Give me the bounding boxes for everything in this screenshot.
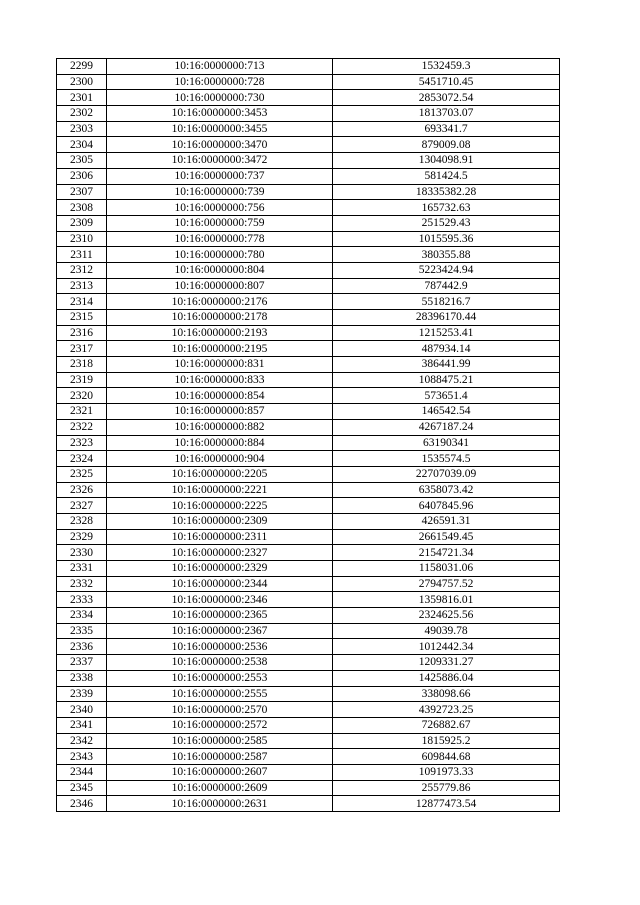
row-number-cell: 2299 (57, 59, 107, 75)
cadastral-number-cell: 10:16:0000000:3472 (107, 153, 333, 169)
table-row (57, 702, 560, 718)
table-row (57, 294, 560, 310)
cadastral-number-cell: 10:16:0000000:2536 (107, 639, 333, 655)
table-row (57, 608, 560, 624)
cadastral-number-cell: 10:16:0000000:2309 (107, 513, 333, 529)
value-cell: 693341.7 (333, 121, 560, 137)
table-row (57, 451, 560, 467)
cadastral-number-cell: 10:16:0000000:2607 (107, 764, 333, 780)
row-number-cell: 2305 (57, 153, 107, 169)
value-cell: 726882.67 (333, 717, 560, 733)
row-number-cell: 2300 (57, 74, 107, 90)
value-cell: 1215253.41 (333, 325, 560, 341)
value-cell: 338098.66 (333, 686, 560, 702)
row-number-cell: 2318 (57, 357, 107, 373)
cadastral-number-cell: 10:16:0000000:730 (107, 90, 333, 106)
table-row (57, 529, 560, 545)
value-cell: 1425886.04 (333, 670, 560, 686)
row-number-cell: 2345 (57, 780, 107, 796)
table-row (57, 168, 560, 184)
cadastral-number-cell: 10:16:0000000:2205 (107, 466, 333, 482)
table-row (57, 153, 560, 169)
row-number-cell: 2315 (57, 310, 107, 326)
row-number-cell: 2324 (57, 451, 107, 467)
table-row (57, 466, 560, 482)
row-number-cell: 2328 (57, 513, 107, 529)
value-cell: 1209331.27 (333, 655, 560, 671)
cadastral-number-cell: 10:16:0000000:2609 (107, 780, 333, 796)
cadastral-number-cell: 10:16:0000000:2555 (107, 686, 333, 702)
table-row (57, 545, 560, 561)
row-number-cell: 2337 (57, 655, 107, 671)
cadastral-number-cell: 10:16:0000000:2365 (107, 608, 333, 624)
table-row (57, 498, 560, 514)
row-number-cell: 2311 (57, 247, 107, 263)
cadastral-number-cell: 10:16:0000000:756 (107, 200, 333, 216)
cadastral-number-cell: 10:16:0000000:3453 (107, 106, 333, 122)
table-row (57, 482, 560, 498)
row-number-cell: 2325 (57, 466, 107, 482)
row-number-cell: 2319 (57, 372, 107, 388)
table-row (57, 74, 560, 90)
table-row (57, 561, 560, 577)
value-cell: 1012442.34 (333, 639, 560, 655)
value-cell: 1304098.91 (333, 153, 560, 169)
table-row (57, 262, 560, 278)
row-number-cell: 2306 (57, 168, 107, 184)
cadastral-number-cell: 10:16:0000000:759 (107, 215, 333, 231)
row-number-cell: 2321 (57, 404, 107, 420)
table-row (57, 670, 560, 686)
cadastral-number-cell: 10:16:0000000:804 (107, 262, 333, 278)
value-cell: 426591.31 (333, 513, 560, 529)
value-cell: 573651.4 (333, 388, 560, 404)
row-number-cell: 2304 (57, 137, 107, 153)
value-cell: 1091973.33 (333, 764, 560, 780)
cadastral-number-cell: 10:16:0000000:904 (107, 451, 333, 467)
value-cell: 12877473.54 (333, 796, 560, 812)
table-row (57, 121, 560, 137)
row-number-cell: 2342 (57, 733, 107, 749)
cadastral-number-cell: 10:16:0000000:3470 (107, 137, 333, 153)
row-number-cell: 2316 (57, 325, 107, 341)
value-cell: 386441.99 (333, 357, 560, 373)
cadastral-number-cell: 10:16:0000000:884 (107, 435, 333, 451)
value-cell: 1359816.01 (333, 592, 560, 608)
table-row (57, 278, 560, 294)
table-row (57, 325, 560, 341)
row-number-cell: 2332 (57, 576, 107, 592)
row-number-cell: 2329 (57, 529, 107, 545)
cadastral-number-cell: 10:16:0000000:728 (107, 74, 333, 90)
row-number-cell: 2323 (57, 435, 107, 451)
table-row (57, 655, 560, 671)
value-cell: 2324625.56 (333, 608, 560, 624)
table-row (57, 184, 560, 200)
table-row (57, 796, 560, 812)
row-number-cell: 2302 (57, 106, 107, 122)
row-number-cell: 2340 (57, 702, 107, 718)
value-cell: 1813703.07 (333, 106, 560, 122)
value-cell: 22707039.09 (333, 466, 560, 482)
value-cell: 5223424.94 (333, 262, 560, 278)
row-number-cell: 2330 (57, 545, 107, 561)
value-cell: 581424.5 (333, 168, 560, 184)
row-number-cell: 2331 (57, 561, 107, 577)
row-number-cell: 2341 (57, 717, 107, 733)
value-cell: 4267187.24 (333, 419, 560, 435)
cadastral-number-cell: 10:16:0000000:2587 (107, 749, 333, 765)
cadastral-number-cell: 10:16:0000000:833 (107, 372, 333, 388)
value-cell: 2154721.34 (333, 545, 560, 561)
cadastral-number-cell: 10:16:0000000:2631 (107, 796, 333, 812)
cadastral-number-cell: 10:16:0000000:2570 (107, 702, 333, 718)
cadastral-number-cell: 10:16:0000000:778 (107, 231, 333, 247)
table-row (57, 639, 560, 655)
row-number-cell: 2307 (57, 184, 107, 200)
table-row (57, 106, 560, 122)
cadastral-number-cell: 10:16:0000000:2329 (107, 561, 333, 577)
row-number-cell: 2339 (57, 686, 107, 702)
value-cell: 1535574.5 (333, 451, 560, 467)
value-cell: 787442.9 (333, 278, 560, 294)
table-row (57, 764, 560, 780)
table-row (57, 576, 560, 592)
cadastral-number-cell: 10:16:0000000:857 (107, 404, 333, 420)
row-number-cell: 2312 (57, 262, 107, 278)
value-cell: 49039.78 (333, 623, 560, 639)
table-row (57, 90, 560, 106)
value-cell: 4392723.25 (333, 702, 560, 718)
value-cell: 879009.08 (333, 137, 560, 153)
row-number-cell: 2313 (57, 278, 107, 294)
row-number-cell: 2336 (57, 639, 107, 655)
row-number-cell: 2334 (57, 608, 107, 624)
cadastral-number-cell: 10:16:0000000:737 (107, 168, 333, 184)
cadastral-number-cell: 10:16:0000000:2572 (107, 717, 333, 733)
cadastral-number-cell: 10:16:0000000:2367 (107, 623, 333, 639)
table-row (57, 749, 560, 765)
row-number-cell: 2322 (57, 419, 107, 435)
value-cell: 1815925.2 (333, 733, 560, 749)
cadastral-number-cell: 10:16:0000000:2553 (107, 670, 333, 686)
table-row (57, 341, 560, 357)
value-cell: 1532459.3 (333, 59, 560, 75)
row-number-cell: 2326 (57, 482, 107, 498)
row-number-cell: 2333 (57, 592, 107, 608)
cadastral-number-cell: 10:16:0000000:739 (107, 184, 333, 200)
cadastral-number-cell: 10:16:0000000:854 (107, 388, 333, 404)
cadastral-number-cell: 10:16:0000000:713 (107, 59, 333, 75)
value-cell: 63190341 (333, 435, 560, 451)
cadastral-number-cell: 10:16:0000000:2344 (107, 576, 333, 592)
row-number-cell: 2301 (57, 90, 107, 106)
cadastral-number-cell: 10:16:0000000:2195 (107, 341, 333, 357)
row-number-cell: 2314 (57, 294, 107, 310)
value-cell: 18335382.28 (333, 184, 560, 200)
cadastral-number-cell: 10:16:0000000:2311 (107, 529, 333, 545)
table-row (57, 310, 560, 326)
row-number-cell: 2308 (57, 200, 107, 216)
table-row (57, 388, 560, 404)
value-cell: 255779.86 (333, 780, 560, 796)
cadastral-number-cell: 10:16:0000000:2538 (107, 655, 333, 671)
row-number-cell: 2343 (57, 749, 107, 765)
row-number-cell: 2346 (57, 796, 107, 812)
value-cell: 6358073.42 (333, 482, 560, 498)
value-cell: 165732.63 (333, 200, 560, 216)
row-number-cell: 2327 (57, 498, 107, 514)
value-cell: 251529.43 (333, 215, 560, 231)
value-cell: 380355.88 (333, 247, 560, 263)
table-row (57, 231, 560, 247)
row-number-cell: 2303 (57, 121, 107, 137)
cadastral-number-cell: 10:16:0000000:2346 (107, 592, 333, 608)
table-row (57, 592, 560, 608)
table-row (57, 137, 560, 153)
table-row (57, 733, 560, 749)
table-row (57, 215, 560, 231)
value-cell: 609844.68 (333, 749, 560, 765)
value-cell: 1088475.21 (333, 372, 560, 388)
row-number-cell: 2309 (57, 215, 107, 231)
value-cell: 2853072.54 (333, 90, 560, 106)
table-body (57, 59, 560, 812)
value-cell: 6407845.96 (333, 498, 560, 514)
cadastral-number-cell: 10:16:0000000:780 (107, 247, 333, 263)
table-row (57, 717, 560, 733)
table-row (57, 513, 560, 529)
row-number-cell: 2310 (57, 231, 107, 247)
value-cell: 5518216.7 (333, 294, 560, 310)
row-number-cell: 2320 (57, 388, 107, 404)
cadastral-number-cell: 10:16:0000000:2225 (107, 498, 333, 514)
cadastral-number-cell: 10:16:0000000:2176 (107, 294, 333, 310)
table-row (57, 357, 560, 373)
table-row (57, 404, 560, 420)
table-row (57, 59, 560, 75)
value-cell: 1015595.36 (333, 231, 560, 247)
cadastral-number-cell: 10:16:0000000:807 (107, 278, 333, 294)
data-table (56, 58, 560, 812)
value-cell: 487934.14 (333, 341, 560, 357)
value-cell: 2661549.45 (333, 529, 560, 545)
cadastral-number-cell: 10:16:0000000:2178 (107, 310, 333, 326)
row-number-cell: 2338 (57, 670, 107, 686)
table-row (57, 686, 560, 702)
table-row (57, 247, 560, 263)
row-number-cell: 2344 (57, 764, 107, 780)
cadastral-number-cell: 10:16:0000000:882 (107, 419, 333, 435)
cadastral-number-cell: 10:16:0000000:2221 (107, 482, 333, 498)
cadastral-number-cell: 10:16:0000000:2193 (107, 325, 333, 341)
cadastral-number-cell: 10:16:0000000:2327 (107, 545, 333, 561)
row-number-cell: 2335 (57, 623, 107, 639)
value-cell: 5451710.45 (333, 74, 560, 90)
table-row (57, 200, 560, 216)
cadastral-number-cell: 10:16:0000000:831 (107, 357, 333, 373)
table-row (57, 372, 560, 388)
value-cell: 2794757.52 (333, 576, 560, 592)
value-cell: 1158031.06 (333, 561, 560, 577)
row-number-cell: 2317 (57, 341, 107, 357)
table-row (57, 623, 560, 639)
value-cell: 28396170.44 (333, 310, 560, 326)
table-row (57, 435, 560, 451)
table-row (57, 780, 560, 796)
cadastral-number-cell: 10:16:0000000:2585 (107, 733, 333, 749)
cadastral-number-cell: 10:16:0000000:3455 (107, 121, 333, 137)
value-cell: 146542.54 (333, 404, 560, 420)
table-row (57, 419, 560, 435)
